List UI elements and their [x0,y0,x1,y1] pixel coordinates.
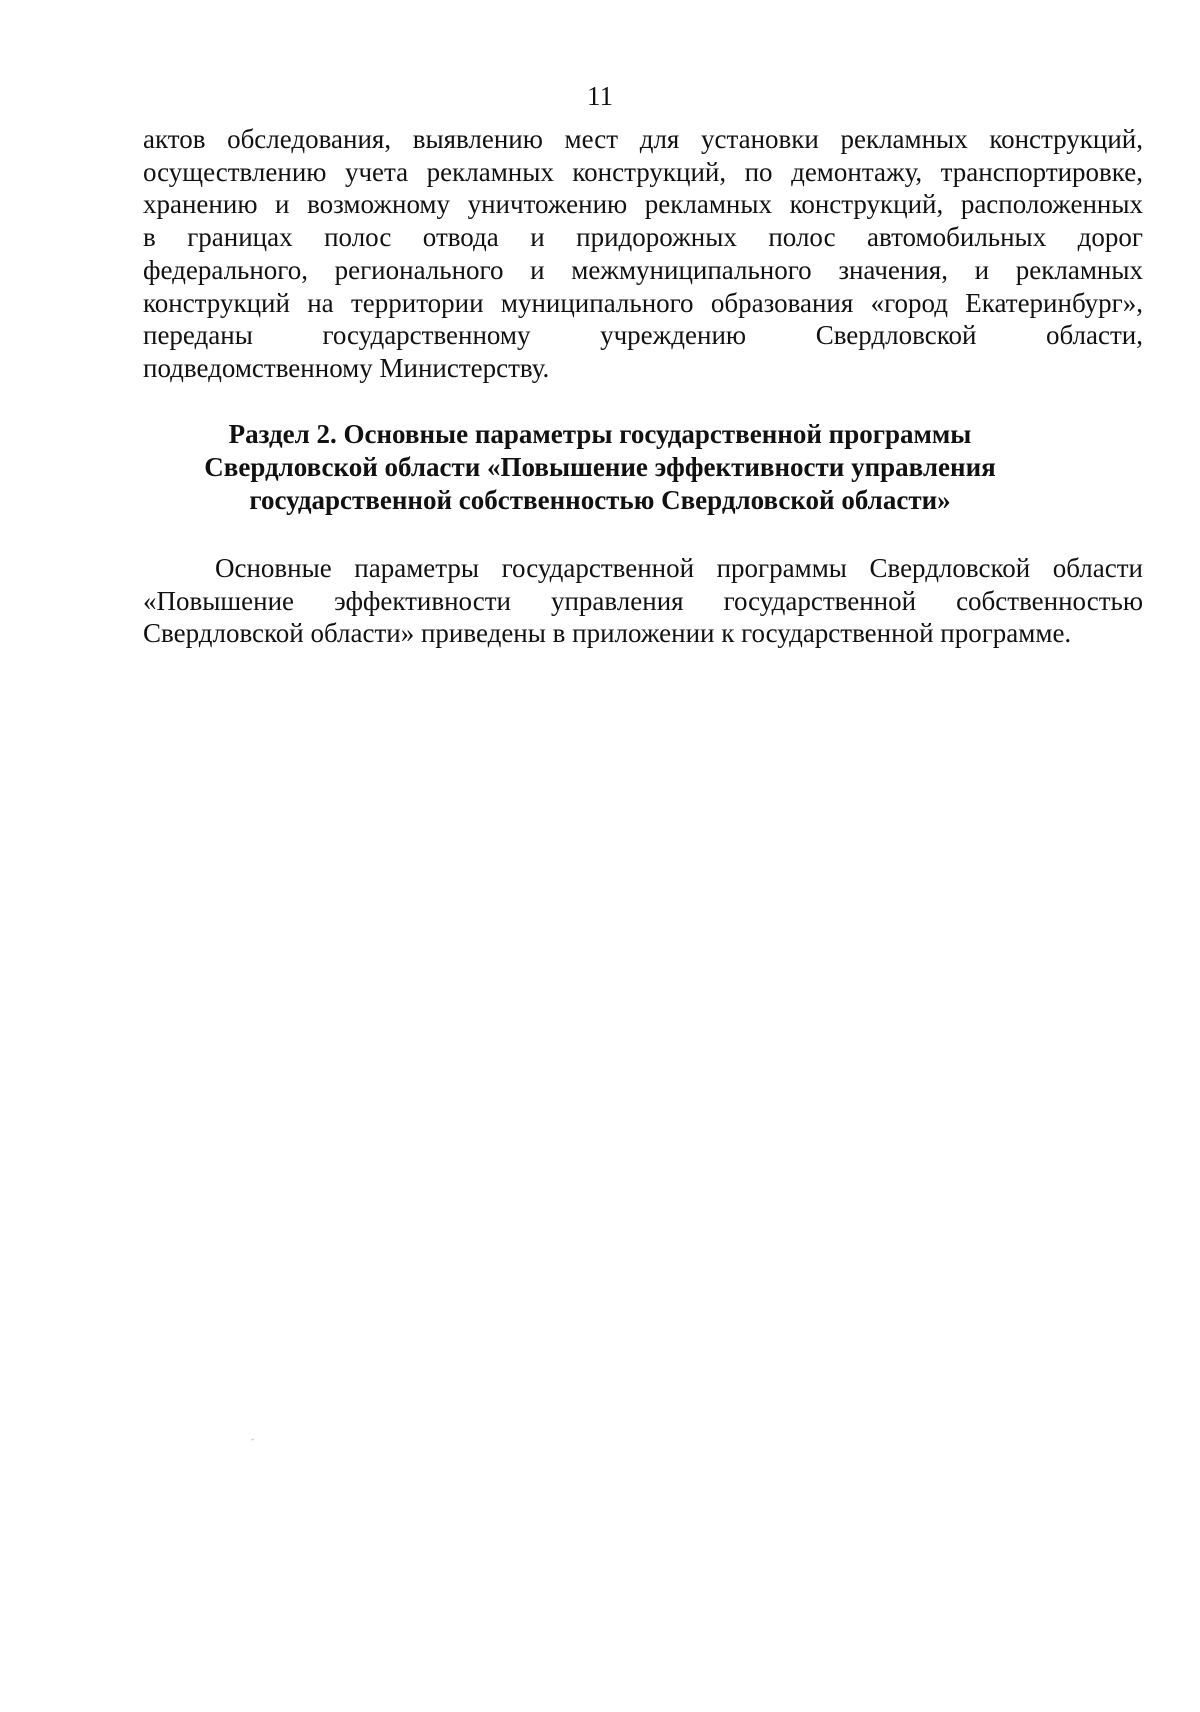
paragraph-line: федерального, регионального и межмуниципального значения, и рекламных [143,254,1143,285]
heading-line: Свердловской области «Повышение эффективности управления [204,452,996,482]
paragraph-line: в границах полос отвода и придорожных полос автомобильных дорог [143,222,1143,253]
paragraph-line: Свердловской области» приведены в приложении к государственной программе. [143,618,1072,649]
page-number: 11 [587,81,613,111]
scan-speck [251,1438,254,1440]
paragraph-continuation [143,123,1143,385]
heading-line: государственной собственностью Свердловской области» [249,485,951,515]
paragraph-line: переданы государственному учреждению Свердловской области, [143,320,1143,351]
paragraph-line: конструкций на территории муниципального образования «город Екатеринбург», [143,287,1143,318]
paragraph-line: актов обследования, выявлению мест для установки рекламных конструкций, [143,124,1143,154]
paragraph-line: Основные параметры государственной программы Свердловской области [215,553,1143,583]
section-heading [0,418,1200,517]
paragraph-line: осуществлению учета рекламных конструкций, по демонтажу, транспортировке, [143,156,1143,187]
heading-line: Раздел 2. Основные параметры государственной программы [228,419,972,449]
paragraph-line: хранению и возможному уничтожению рекламных конструкций, расположенных [143,189,1143,220]
paragraph-line: подведомственному Министерству. [143,352,550,383]
section-paragraph [143,552,1143,650]
paragraph-line: «Повышение эффективности управления государственной собственностью [143,585,1143,616]
